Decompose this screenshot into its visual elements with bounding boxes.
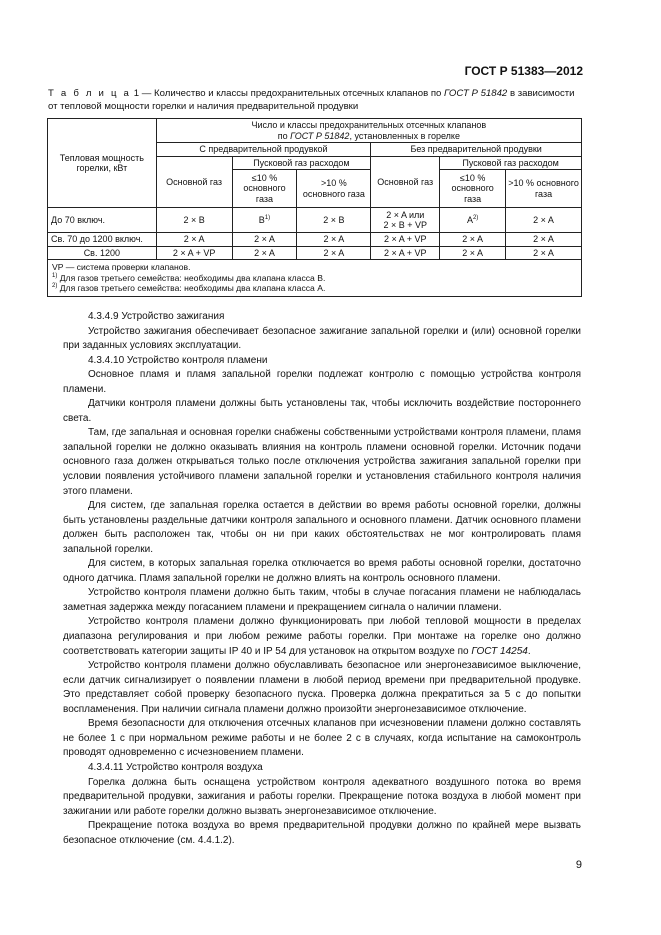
caption-number: 1 [133,88,140,99]
header-top: Число и классы предохранительных отсечных клапанов по ГОСТ Р 51842, установленных в горелке [156,119,581,143]
header-without-purge: Без предварительной продувки [371,143,582,157]
document-id: ГОСТ Р 51383—2012 [464,64,583,78]
caption-line2: от тепловой мощности горелки и наличия предварительной продувки [48,100,359,112]
note-vp: VP — система проверки клапанов. [52,262,191,272]
table-row: Св. 1200 2 × A + VP 2 × A 2 × A 2 × A + VP 2 × A 2 × A [48,246,582,260]
header-ref: ГОСТ Р 51842 [290,130,350,141]
header-with-purge: С предварительной продувкой [156,143,371,157]
paragraph: Устройство контроля пламени должно быть таким, чтобы в случае погасания пламени не наблюдалась заметная задержка между погасанием пламени и прекращением сигнала о наличии пламени. [63,587,581,613]
caption-label: Т а б л и ц а [48,88,132,99]
note-2: $^{2)}$ Для газов третьего семейства: необходимы два клапана класса А. [52,283,326,293]
paragraph: Устройство зажигания обеспечивает безопасное зажигание запальной горелки и (или) основной горелки при заданных условиях эксплуатации. [63,325,581,352]
table-notes [48,260,582,297]
header-pilot-gas-1: Пусковой газ расходом [232,156,371,170]
header-main-gas-1: Основной газ [156,156,232,208]
table-row: До 70 включ. 2 × B $B^{1)}$ 2 × B 2 × A или 2 × B + VP $A^{2)}$ 2 × A [48,208,582,233]
header-power: Тепловая мощность горелки, кВт [48,119,157,208]
header-le10-1: ≤10 % основного газа [232,170,297,208]
paragraph: Основное пламя и пламя запальной горелки подлежат контролю с помощью устройства контроля пламени. [63,369,581,395]
section-heading: 4.3.4.9 Устройство зажигания [88,311,225,322]
paragraph: Там, где запальная и основная горелки снабжены собственными устройствами контроля пламени, пламя запальной горелки не должно оказывать влияния на контроль пламени основной горелки. Источник подачи основного газа должен открываться только после отключения устройства зажигания запальной горелки при условии появления устойчивого пламени запальной горелки и установления стабильного контроля наличия этого пламени. [63,427,581,497]
paragraph: Датчики контроля пламени должны быть установлены так, чтобы исключить воздействие постороннего света. [63,398,581,424]
body-text [63,310,581,848]
page-number: 9 [575,859,582,871]
valves-table [47,118,582,297]
table-row: Св. 70 до 1200 включ. 2 × A 2 × A 2 × A 2 × A + VP 2 × A 2 × A [48,233,582,247]
table-caption [48,88,588,113]
header-pilot-gas-2: Пусковой газ расходом [440,156,582,170]
header-main-gas-2: Основной газ [371,156,440,208]
paragraph: Прекращение потока воздуха во время предварительной продувки должно по крайней мере вызвать безопасное отключение (см. 4.4.1.2). [63,820,581,846]
section-heading: 4.3.4.10 Устройство контроля пламени [88,354,268,366]
note-1: $^{1)}$ Для газов третьего семейства: необходимы два клапана класса В. [52,272,326,283]
paragraph: Для систем, в которых запальная горелка отключается во время работы основной горелки, достаточно одного датчика. Пламя запальной горелки не должно влиять на контроль основного пламени. [63,558,581,584]
caption-text: — Количество и классы предохранительных отсечных клапанов по [139,88,445,99]
header-gt10-1: >10 % основного газа [297,170,371,208]
paragraph: Устройство контроля пламени должно функционировать при любой тепловой мощности в пределах диапазона регулирования и при любом режиме работы горелки. При монтаже на горелке оно должно соответствовать категории защиты IP 40 и IP 54 для установок на открытом воздухе по ГОСТ 14254. [63,616,581,657]
caption-ref: ГОСТ Р 51842 [444,88,508,99]
header-gt10-2: >10 % основного газа [506,170,582,208]
paragraph: Устройство контроля пламени должно обуславливать безопасное или энергонезависимое выключение, если датчик сигнализирует о появлении пламени в любой период времени при предварительной продувке. Это представляет собой проверку безопасного пуска. Проверка должна прекратиться за 5 с до попытки воспламенения. При наличии сигнала пламени должно произойти энергонезависимое отключение. [63,660,581,715]
paragraph: Время безопасности для отключения отсечных клапанов при исчезновении пламени должно составлять не более 1 с при нормальном режиме работы и не более 2 с в случаях, когда испытание на самоконтроль проводят одновременно с исчезновением пламени. [63,718,581,759]
paragraph-ref: ГОСТ 14254 [471,645,528,657]
paragraph: Для систем, где запальная горелка остается в действии во время работы основной горелки, должны быть установлены раздельные датчики контроля запального и основного пламени. Датчик основного пламени должен быть расположен так, чтобы он ни при каких обстоятельствах не мог контролировать пламя запальной горелки. [63,500,581,555]
section-heading: 4.3.4.11 Устройство контроля воздуха [88,761,263,773]
caption-text-end: в зависимости [507,88,575,99]
header-le10-2: ≤10 % основного газа [440,170,506,208]
paragraph: Горелка должна быть оснащена устройством контроля адекватного воздушного потока во время предварительной продувки, зажигания и работы горелки. Прекращение потока воздуха в любой момент при зажигании или работе горелки должно вызвать энергонезависимое отключение. [63,776,581,817]
